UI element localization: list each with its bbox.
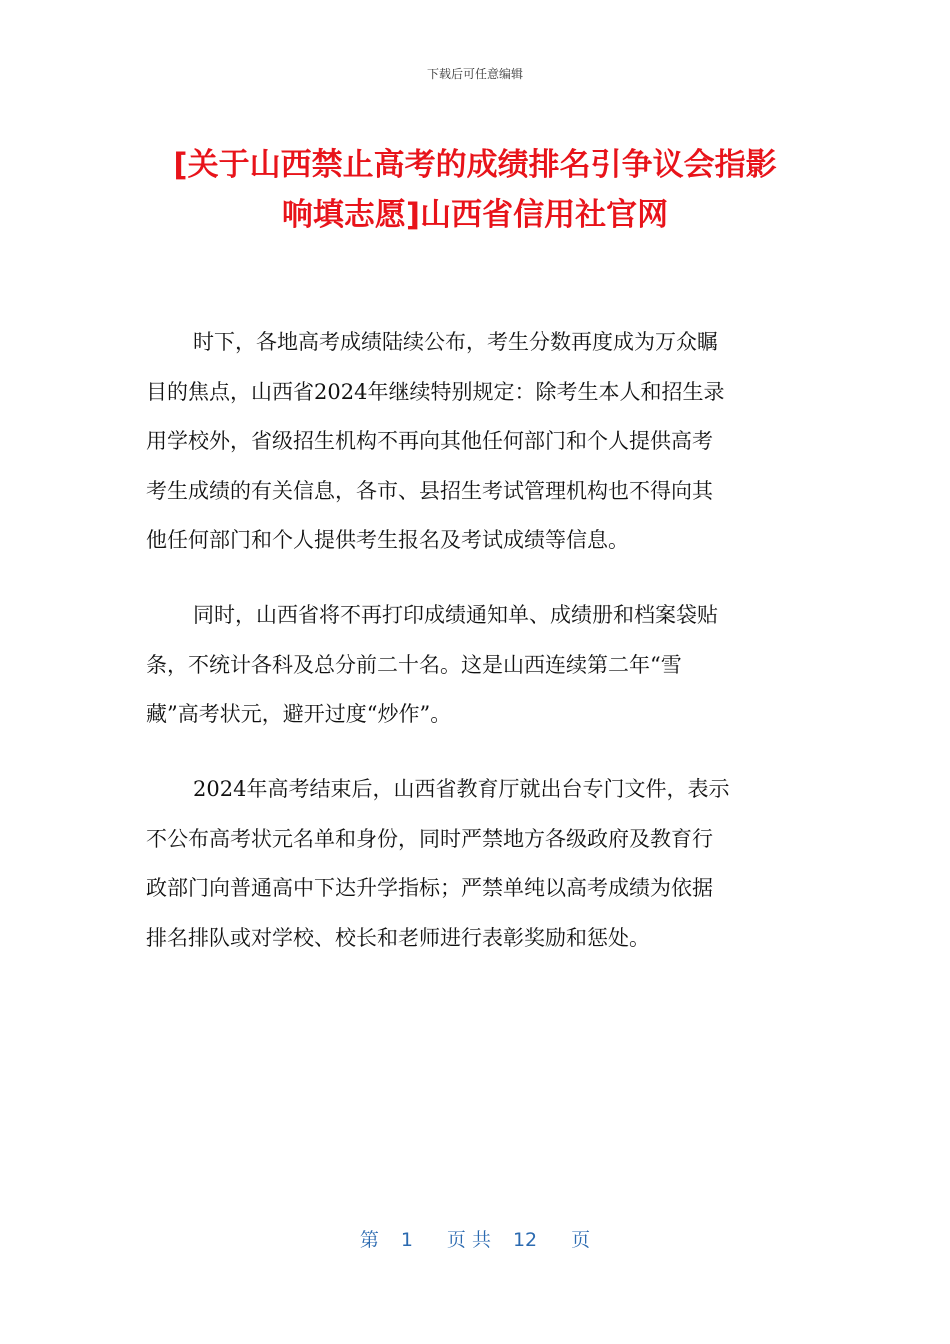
- document-title: [110, 140, 840, 240]
- paragraph-line: 时下，各地高考成绩陆续公布，考生分数再度成为万众瞩: [193, 330, 718, 354]
- paragraph-line: 条，不统计各科及总分前二十名。这是山西连续第二年“雪: [146, 652, 682, 677]
- page-footer: [0, 1228, 950, 1252]
- paragraph-line: 考生成绩的有关信息，各市、县招生考试管理机构也不得向其: [146, 478, 713, 503]
- footer-total-pages: 12: [512, 1229, 538, 1251]
- paragraph-line: 用学校外，省级招生机构不再向其他任何部门和个人提供高考: [146, 429, 713, 453]
- paragraph-line: 他任何部门和个人提供考生报名及考试成绩等信息。: [146, 528, 629, 552]
- paragraph-2: [146, 591, 806, 740]
- header-note: 下载后可任意编辑: [426, 67, 523, 81]
- paragraph-line: 2024年高考结束后，山西省教育厅就出台专门文件，表示: [193, 777, 730, 801]
- paragraph-line: 排名排队或对学校、校长和老师进行表彰奖励和惩处。: [146, 925, 650, 950]
- paragraph-line: 政部门向普通高中下达升学指标；严禁单纯以高考成绩为依据: [146, 876, 713, 900]
- footer-current-page: 1: [400, 1229, 413, 1251]
- paragraph-3: [146, 765, 806, 963]
- footer-suffix: 页: [571, 1229, 591, 1251]
- title-line-2: 响填志愿]山西省信用社官网: [281, 197, 669, 233]
- document-body: [146, 318, 806, 989]
- paragraph-line: 同时，山西省将不再打印成绩通知单、成绩册和档案袋贴: [193, 603, 718, 627]
- title-line-1: [关于山西禁止高考的成绩排名引争议会指影: [173, 147, 777, 183]
- paragraph-line: 目的焦点，山西省2024年继续特别规定：除考生本人和招生录: [146, 379, 725, 404]
- paragraph-line: 藏”高考状元，避开过度“炒作”。: [146, 702, 452, 726]
- paragraph-1: [146, 318, 806, 566]
- paragraph-line: 不公布高考状元名单和身份，同时严禁地方各级政府及教育行: [146, 826, 713, 851]
- footer-prefix: 第: [359, 1229, 379, 1251]
- footer-middle: 页 共: [446, 1229, 491, 1251]
